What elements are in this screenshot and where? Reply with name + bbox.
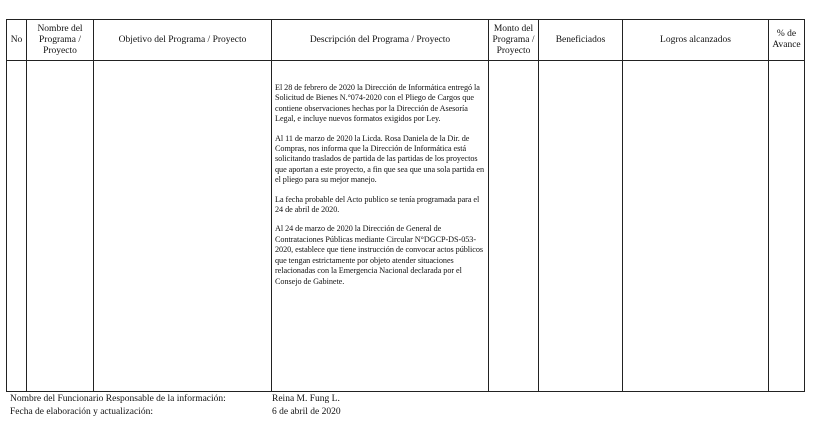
cell-nombre (27, 61, 94, 392)
description-paragraph: El 28 de febrero de 2020 la Dirección de Informática entregó la Solicitud de Bienes N.°074-2020 con el Pliego de Cargos que contiene observaciones hechas por la Dirección de Asesoría Legal, e incluye nuevos formatos exigidos por Ley. (275, 83, 480, 124)
header-logros: Logros alcanzados (623, 20, 769, 61)
responsable-value: Reina M. Fung L. (272, 394, 340, 404)
report-table (6, 19, 805, 392)
fecha-value: 6 de abril de 2020 (272, 407, 341, 417)
cell-descripcion (272, 61, 489, 392)
description-paragraph: Al 11 de marzo de 2020 la Licda. Rosa Daniela de la Dir. de Compras, nos informa que la Dirección de Informática está solicitando traslados de partida de las partidas de los proyectos que aportan a este proyecto, a fin que sea que una sola partida en el pliego para su mejor manejo. (275, 133, 485, 185)
description-paragraph: Al 24 de marzo de 2020 la Dirección de General de Contrataciones Públicas mediante Circular N°DGCP-DS-053-2020, establece que tiene instrucción de convocar actos públicos que tengan estrictamente por objeto atender situaciones relacionadas con la Emergencia Nacional declarada por el Consejo de Gabinete. (275, 224, 484, 286)
header-row (7, 20, 805, 61)
cell-monto (489, 61, 539, 392)
fecha-label: Fecha de elaboración y actualización: (10, 407, 153, 417)
header-no: No (7, 20, 27, 61)
description-paragraph: La fecha probable del Acto publico se tenía programada para el 24 de abril de 2020. (275, 194, 480, 215)
header-avance: % de Avance (769, 20, 805, 61)
header-monto: Monto del Programa / Proyecto (489, 20, 539, 61)
responsable-label: Nombre del Funcionario Responsable de la información: (10, 394, 226, 404)
cell-objetivo (94, 61, 272, 392)
header-objetivo: Objetivo del Programa / Proyecto (94, 20, 272, 61)
cell-logros (623, 61, 769, 392)
header-beneficiados: Beneficiados (539, 20, 623, 61)
header-nombre: Nombre del Programa / Proyecto (27, 20, 94, 61)
header-descripcion: Descripción del Programa / Proyecto (272, 20, 489, 61)
cell-avance (769, 61, 805, 392)
cell-no (7, 61, 27, 392)
cell-beneficiados (539, 61, 623, 392)
table-row (7, 61, 805, 392)
